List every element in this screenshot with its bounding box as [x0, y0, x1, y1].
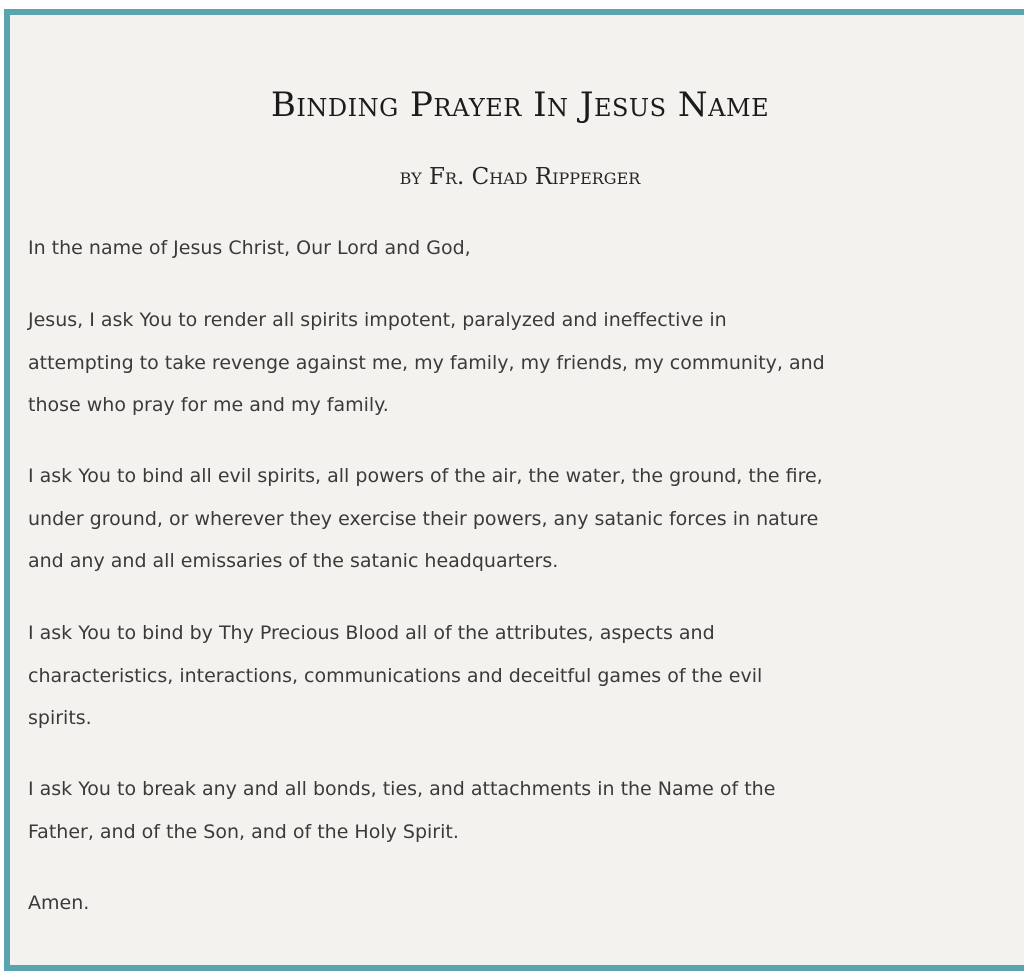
paragraph-invocation: In the name of Jesus Christ, Our Lord and God,: [28, 237, 471, 259]
paragraph-amen: Amen.: [28, 892, 90, 914]
paragraph-render-impotent: Jesus, I ask You to render all spirits impotent, paralyzed and ineffective in attempting to take revenge against me, my family, my friends, my community, and those who pray for me and my family.: [28, 309, 825, 416]
paragraph-precious-blood: I ask You to bind by Thy Precious Blood all of the attributes, aspects and characteristics, interactions, communications and deceitful games of the evil spirits.: [28, 622, 763, 729]
paragraph-bind-spirits: I ask You to bind all evil spirits, all powers of the air, the water, the ground, the fire, under ground, or wherever they exercise their powers, any satanic forces in nature and any and all emissaries of the satanic headquarters.: [28, 465, 823, 572]
prayer-card: [4, 9, 1024, 971]
author-byline: by Fr. Chad Ripperger: [399, 164, 641, 190]
paragraph-break-bonds: I ask You to break any and all bonds, ties, and attachments in the Name of the Father, and of the Son, and of the Holy Spirit.: [28, 778, 776, 843]
prayer-title: Binding Prayer In Jesus Name: [270, 85, 770, 125]
